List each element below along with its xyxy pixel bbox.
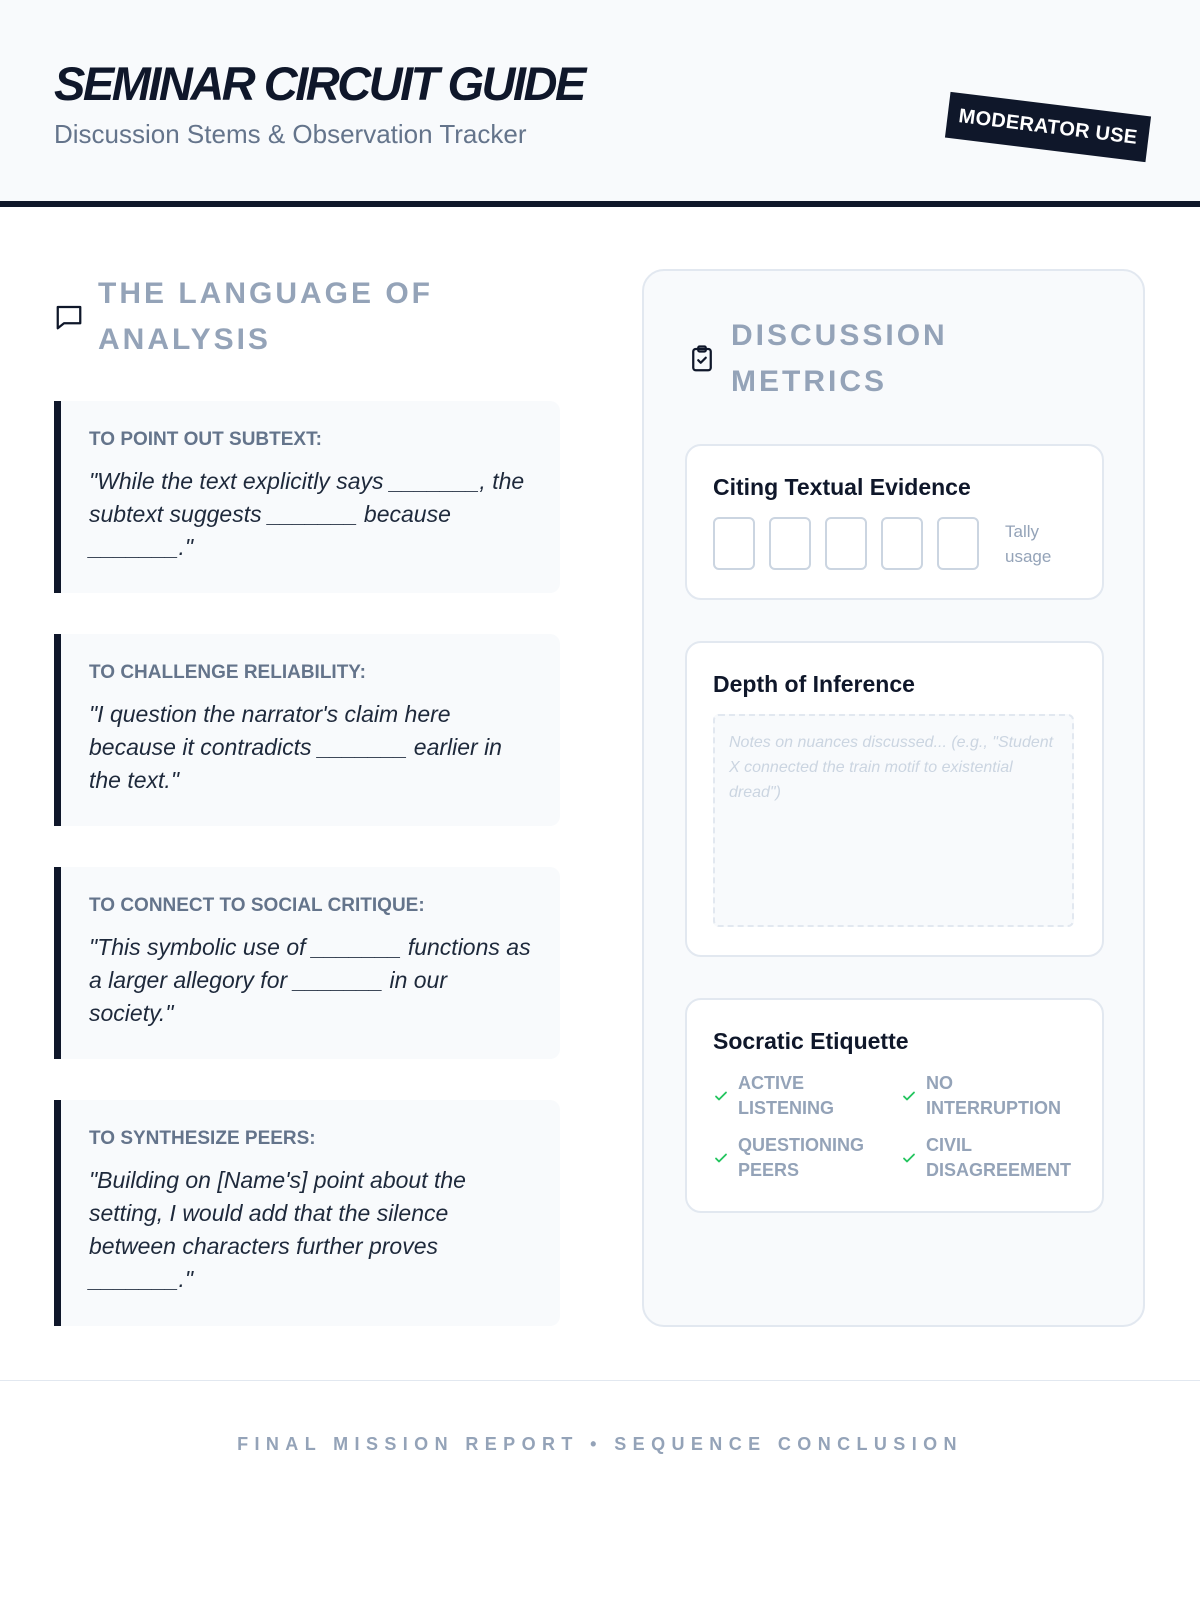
tally-box[interactable] xyxy=(713,517,755,570)
footer-divider xyxy=(0,1380,1200,1381)
stem-quote: "I question the narrator's claim here because it contradicts _______ earlier in the text." xyxy=(89,701,502,793)
stem-card-reliability xyxy=(54,634,560,826)
etiquette-label: QUESTIONING PEERS xyxy=(738,1135,865,1180)
metrics-heading: DISCUSSION METRICS xyxy=(731,319,948,398)
inference-title: Depth of Inference xyxy=(713,671,915,697)
stem-quote: "While the text explicitly says _______, the subtext suggests _______ because _______." xyxy=(89,468,525,560)
evidence-card xyxy=(685,444,1104,600)
speech-bubble-icon xyxy=(54,302,84,332)
metrics-section-heading xyxy=(687,313,1027,405)
stem-card-social-critique xyxy=(54,867,560,1059)
stem-kicker: TO CHALLENGE RELIABILITY: xyxy=(89,662,366,683)
etiquette-item[interactable] xyxy=(901,1071,1089,1121)
stem-card-subtext xyxy=(54,401,560,593)
etiquette-label: NO INTERRUPTION xyxy=(926,1073,1061,1118)
tally-box[interactable] xyxy=(937,517,979,570)
page-footer: FINAL MISSION REPORT • SEQUENCE CONCLUSION xyxy=(237,1434,963,1454)
etiquette-label: ACTIVE LISTENING xyxy=(738,1073,835,1118)
clipboard-check-icon xyxy=(687,344,717,374)
tally-box[interactable] xyxy=(825,517,867,570)
analysis-section-heading xyxy=(54,271,514,363)
check-icon xyxy=(713,1150,729,1166)
stem-quote: "Building on [Name's] point about the setting, I would add that the silence between characters further proves _______." xyxy=(89,1167,466,1292)
etiquette-item[interactable] xyxy=(713,1071,901,1121)
stem-quote: "This symbolic use of _______ functions as a larger allegory for _______ in our society." xyxy=(89,934,531,1026)
tally-row xyxy=(713,517,1076,570)
tally-label: Tally usage xyxy=(1005,521,1052,566)
stem-kicker: TO CONNECT TO SOCIAL CRITIQUE: xyxy=(89,895,425,916)
inference-notes-field[interactable]: Notes on nuances discussed... (e.g., "Student X connected the train motif to existential dread") xyxy=(713,714,1074,927)
etiquette-checklist xyxy=(713,1071,1076,1183)
analysis-heading: THE LANGUAGE OF ANALYSIS xyxy=(98,277,433,356)
etiquette-label: CIVIL DISAGREEMENT xyxy=(926,1135,1072,1180)
check-icon xyxy=(901,1088,917,1104)
check-icon xyxy=(901,1150,917,1166)
etiquette-title: Socratic Etiquette xyxy=(713,1028,909,1054)
check-icon xyxy=(713,1088,729,1104)
stem-card-synthesize xyxy=(54,1100,560,1326)
page-subtitle: Discussion Stems & Observation Tracker xyxy=(54,119,527,149)
tally-box[interactable] xyxy=(769,517,811,570)
page-title: SEMINAR CIRCUIT GUIDE xyxy=(54,57,584,110)
evidence-title: Citing Textual Evidence xyxy=(713,474,971,500)
etiquette-card xyxy=(685,998,1104,1213)
inference-card xyxy=(685,641,1104,957)
tally-box[interactable] xyxy=(881,517,923,570)
page-header xyxy=(0,0,1200,207)
etiquette-item[interactable] xyxy=(901,1133,1089,1183)
stem-kicker: TO SYNTHESIZE PEERS: xyxy=(89,1128,316,1149)
moderator-stamp: MODERATOR USE xyxy=(945,92,1151,162)
stem-kicker: TO POINT OUT SUBTEXT: xyxy=(89,429,322,450)
etiquette-item[interactable] xyxy=(713,1133,901,1183)
